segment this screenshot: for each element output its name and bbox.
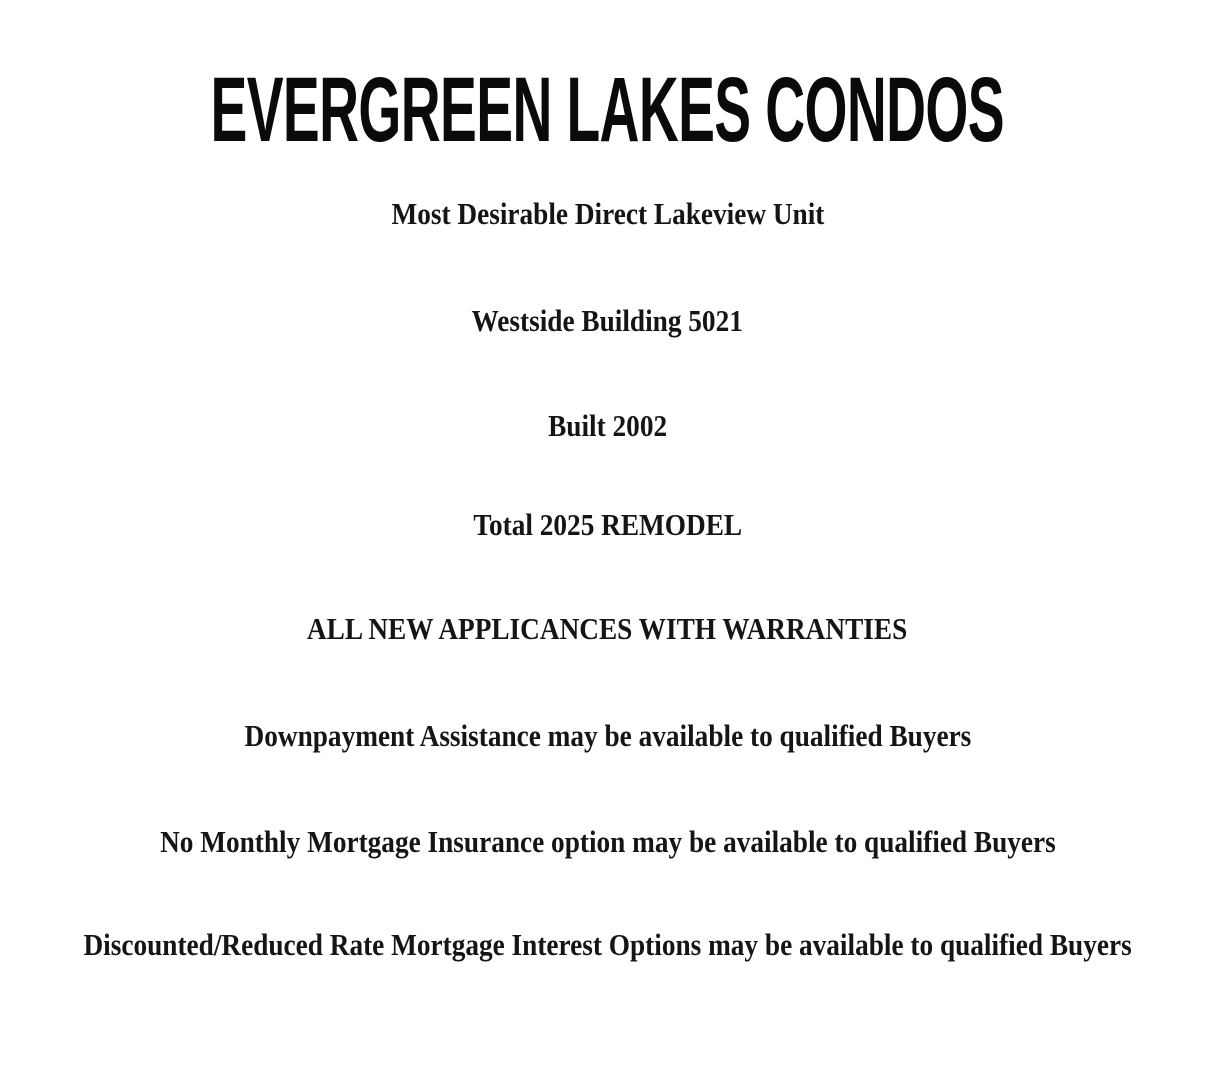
flyer-line-row bbox=[0, 826, 1215, 857]
flyer-line-remodel: Total 2025 REMODEL bbox=[473, 507, 742, 542]
flyer-title-row bbox=[0, 59, 1215, 161]
flyer-line-row bbox=[0, 509, 1215, 540]
flyer-line-appliances-warranties: ALL NEW APPLICANCES WITH WARRANTIES bbox=[307, 611, 908, 646]
flyer-line-row bbox=[0, 410, 1215, 441]
flyer-line-row bbox=[0, 720, 1215, 751]
flyer-title: EVERGREEN LAKES CONDOS bbox=[210, 59, 1005, 161]
flyer-line-row bbox=[0, 613, 1215, 644]
flyer-line-discounted-rate: Discounted/Reduced Rate Mortgage Interest Options may be available to qualified Buyers bbox=[83, 927, 1132, 962]
flyer-line-built-year: Built 2002 bbox=[548, 408, 667, 443]
flyer-line-row bbox=[0, 305, 1215, 336]
flyer-line-downpayment-assistance: Downpayment Assistance may be available to qualified Buyers bbox=[244, 718, 971, 753]
flyer-line-lakeview-unit: Most Desirable Direct Lakeview Unit bbox=[391, 196, 824, 231]
flyer-line-row bbox=[0, 929, 1215, 960]
flyer-line-building: Westside Building 5021 bbox=[471, 303, 744, 338]
flyer-line-row bbox=[0, 198, 1215, 229]
flyer-line-no-mortgage-insurance: No Monthly Mortgage Insurance option may be available to qualified Buyers bbox=[159, 824, 1056, 859]
